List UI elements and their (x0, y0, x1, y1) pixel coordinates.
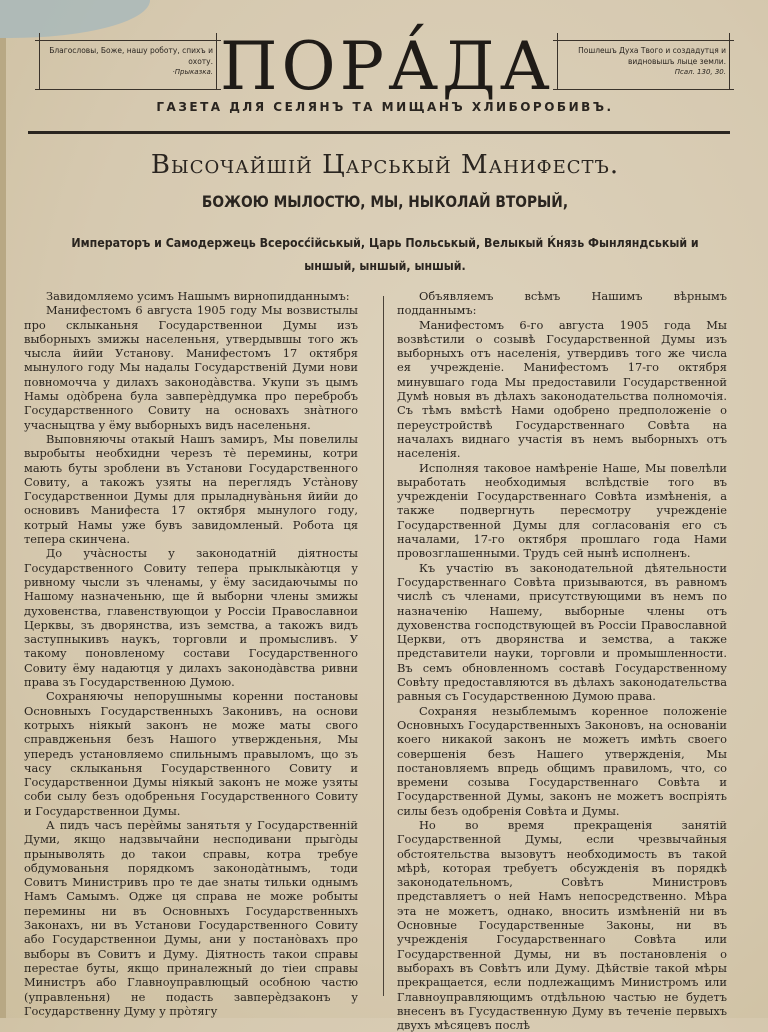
motto-left-text: Благословы, Боже, нашу роботу, спихъ и охоту. (49, 46, 213, 66)
paragraph: Исполняя таковое намѣреніе Наше, Мы повелѣли выработать необходимыя вслѣдствіе того въ учрежденіи Государственнаго Совѣта измѣненія, а также подвергнуть пересмотру учрежденіе Государственной Думы для согласованія его съ началами, 17-го октября прошлаго года Нами провозглашенными. Трудъ сей нынѣ исполненъ. (397, 460, 727, 561)
motto-left-source: ·Прыказка. (172, 68, 213, 76)
motto-right-text: Пошлешъ Духа Твого и создадутця и видновышъ лыце земли. (578, 46, 726, 66)
newspaper-subtitle: ГАЗЕТА ДЛЯ СЕЛЯНЪ ТА МИЩАНЪ ХЛИБОРОБИВЪ. (156, 100, 614, 114)
paragraph: А пидъ часъ перѐймы занятьтя у Государственній Думи, якщо надзвычайни несподивани прыго̀ды прыныволять до такои справы, котра требуе обдумованьня порядкомъ законода̀тнымъ, тоди Совитъ Министривъ про те дае знаты тильки однымъ Намъ Самымъ. Одже ця справа не може робыты перемины ни въ Основныхъ Государственныхъ Законахъ, ни въ Установи Государственного Совиту або Государственнои Думы, ани у постано̀вахъ про выборы въ Совитъ и Думу. Діятность такои справы перестае буты, якщо приналежный до тіеи справы Министръ або Главноуправлющый особною частю (управленьня) не подасть завперѐдзаконъ у Государственну Думу у про̀тягу (24, 817, 358, 1018)
motto-right-source: Псал. 130, 30. (674, 68, 726, 76)
right-column (397, 289, 727, 1032)
motto-left (35, 40, 221, 90)
column-divider (383, 296, 384, 996)
masthead (30, 28, 740, 132)
page-edge (0, 38, 6, 1018)
headline-main: Высочайшій Царськый Манифестъ. (150, 150, 620, 180)
paragraph: Сохраняя незыблемымъ коренное положеніе Основныхъ Государственныхъ Законовъ, на основаніи коего никакой законъ не можетъ имѣть своего совершенія безъ Нашего утвержденія, Мы постановляемъ впредь общимъ правиломъ, что, со времени созыва Государственнаго Совѣта и Государственной Думы, законъ не можетъ воспріять силы безъ одобренія Совѣта и Думы. (397, 703, 727, 818)
motto-right (553, 40, 734, 90)
paragraph: Манифестомъ 6-го августа 1905 года Мы возвѣстили о созывѣ Государственной Думы изъ выборныхъ отъ населенія, утвердивъ того же числа ея учрежденіе. Манифестомъ 17-го октября минувшаго года Мы предоставили Государственной Думѣ новыя въ дѣлахъ законодательства полномочія. Съ тѣмъ вмѣстѣ Нами одобрено предположеніе о переустройствѣ Государственнаго Совѣта на началахъ виднаго участія въ немъ выборныхъ отъ населенія. (397, 317, 727, 461)
paragraph: Но во время прекращенія занятій Государственной Думы, если чрезвычайныя обстоятельства вызовутъ необходимость въ такой мѣрѣ, которая требуетъ обсужденія въ порядкѣ законодательномъ, Совѣтъ Министровъ представляетъ о ней Намъ непосредственно. Мѣра эта не можетъ, однако, вносить измѣненій ни въ Основные Государственные Законы, ни въ учрежденія Государственнаго Совѣта или Государственной Думы, ни въ постановленія о выборахъ въ Совѣтъ или Думу. Дѣйствіе такой мѣры прекращается, если подлежащимъ Министромъ или Главноуправляющимъ отдѣльною частью не будетъ внесенъ въ Гусудаственную Думу въ теченіе первыхъ двухъ мѣсяцевъ послѣ (397, 817, 727, 1032)
paragraph: До уча̀сносты у законодатній діятносты Государственного Совиту тепера прыклыка̀ютця у ривному чысли зъ членамы, у ёму засидаючымы по Нашому назначеньню, ще й выборни члены змижы духовенства, главенствующои у Россіи Православнои Церквы, зъ дворянства, изъ земства, а такожъ видъ заступныкивъ наукъ, торговли и промысливъ. У такому поновленому состави Государственного Совиту ёму надаютця у дилахъ законода̀вства ривни права зъ Государственною Думою. (24, 546, 358, 690)
headline-titles: Императоръ и Самодержець Всеросс́ійськый, Царь Польськый, Велыкый Ќнязь Фынляндськый и ыншый, ыншый, ыншый. (71, 236, 699, 273)
paragraph: Завидомляемо усимъ Нашымъ вирнопидданнымъ: (46, 289, 350, 303)
left-column (24, 289, 358, 1018)
paragraph: Объявляемъ всѣмъ Нашимъ вѣрнымъ подданнымъ: (397, 289, 727, 318)
masthead-rule (28, 131, 730, 134)
headline-sub: БОЖОЮ МЫЛОСТЮ, МЫ, НЫКОЛАЙ ВТОРЫЙ, (201, 192, 569, 211)
paragraph: Выповняючы отакый Нашъ замиръ, Мы повелилы выробыты необхидни черезъ тѐ перемины, котри мають буты зроблени въ Установи Государственного Совиту, а такожъ узяты на переглядъ Уста̀нову Государственнои Думы для прыладнува̀ньня йийи до основивъ Манифеста 17 октября мынулого году, котрый Намы уже бувъ завидомленый. Робота ця тепера скинчена. (24, 431, 358, 547)
paragraph: Къ участію въ законодательной дѣятельности Государственнаго Совѣта призываются, въ равномъ числѣ съ членами, присутствующими въ немъ по назначенію Нашему, выборные члены отъ духовенства господствующей въ Россіи Православной Церкви, отъ дворянства и земства, а также представители науки, торговли и промышленности. Въ семъ обновленномъ составѣ Государственному Совѣту предоставляются въ дѣлахъ законодательства равныя съ Государственною Думою права. (397, 560, 727, 704)
newspaper-title: ПОРА́ДА (220, 28, 554, 105)
paragraph: Сохраняючы непорушнымы коренни постановы Основныхъ Государственныхъ Законивъ, на основи котрыхъ ніякый законъ не може маты свого справдженьня безъ Нашого утвержденьня, Мы упередъ установляемо спильнымъ правыломъ, що зъ часу склыканьня Государственного Совиту и Государственнои Думы ніякый законъ не може узяты соби сылу безъ одобреньня Государственного Совиту и Государственнои Думы. (24, 689, 358, 818)
paragraph: Манифестомъ 6 августа 1905 году Мы возвистылы про склыканьня Государственнои Думы изъ выборныхъ змижы населеньня, утвердывшы того жъ чысла йийи Установу. Манифестомъ 17 октября мынулого году Мы надалы Государственій Думи нови повномочча у дилахъ законода̀вства. Укупи зъ цымъ Намы одо̀брена була завперѐддумка про перебробъ Государственного Совиту на основахъ зна̀тного учасныцтва у ёму выборныхъ видъ населеньня. (24, 303, 358, 432)
